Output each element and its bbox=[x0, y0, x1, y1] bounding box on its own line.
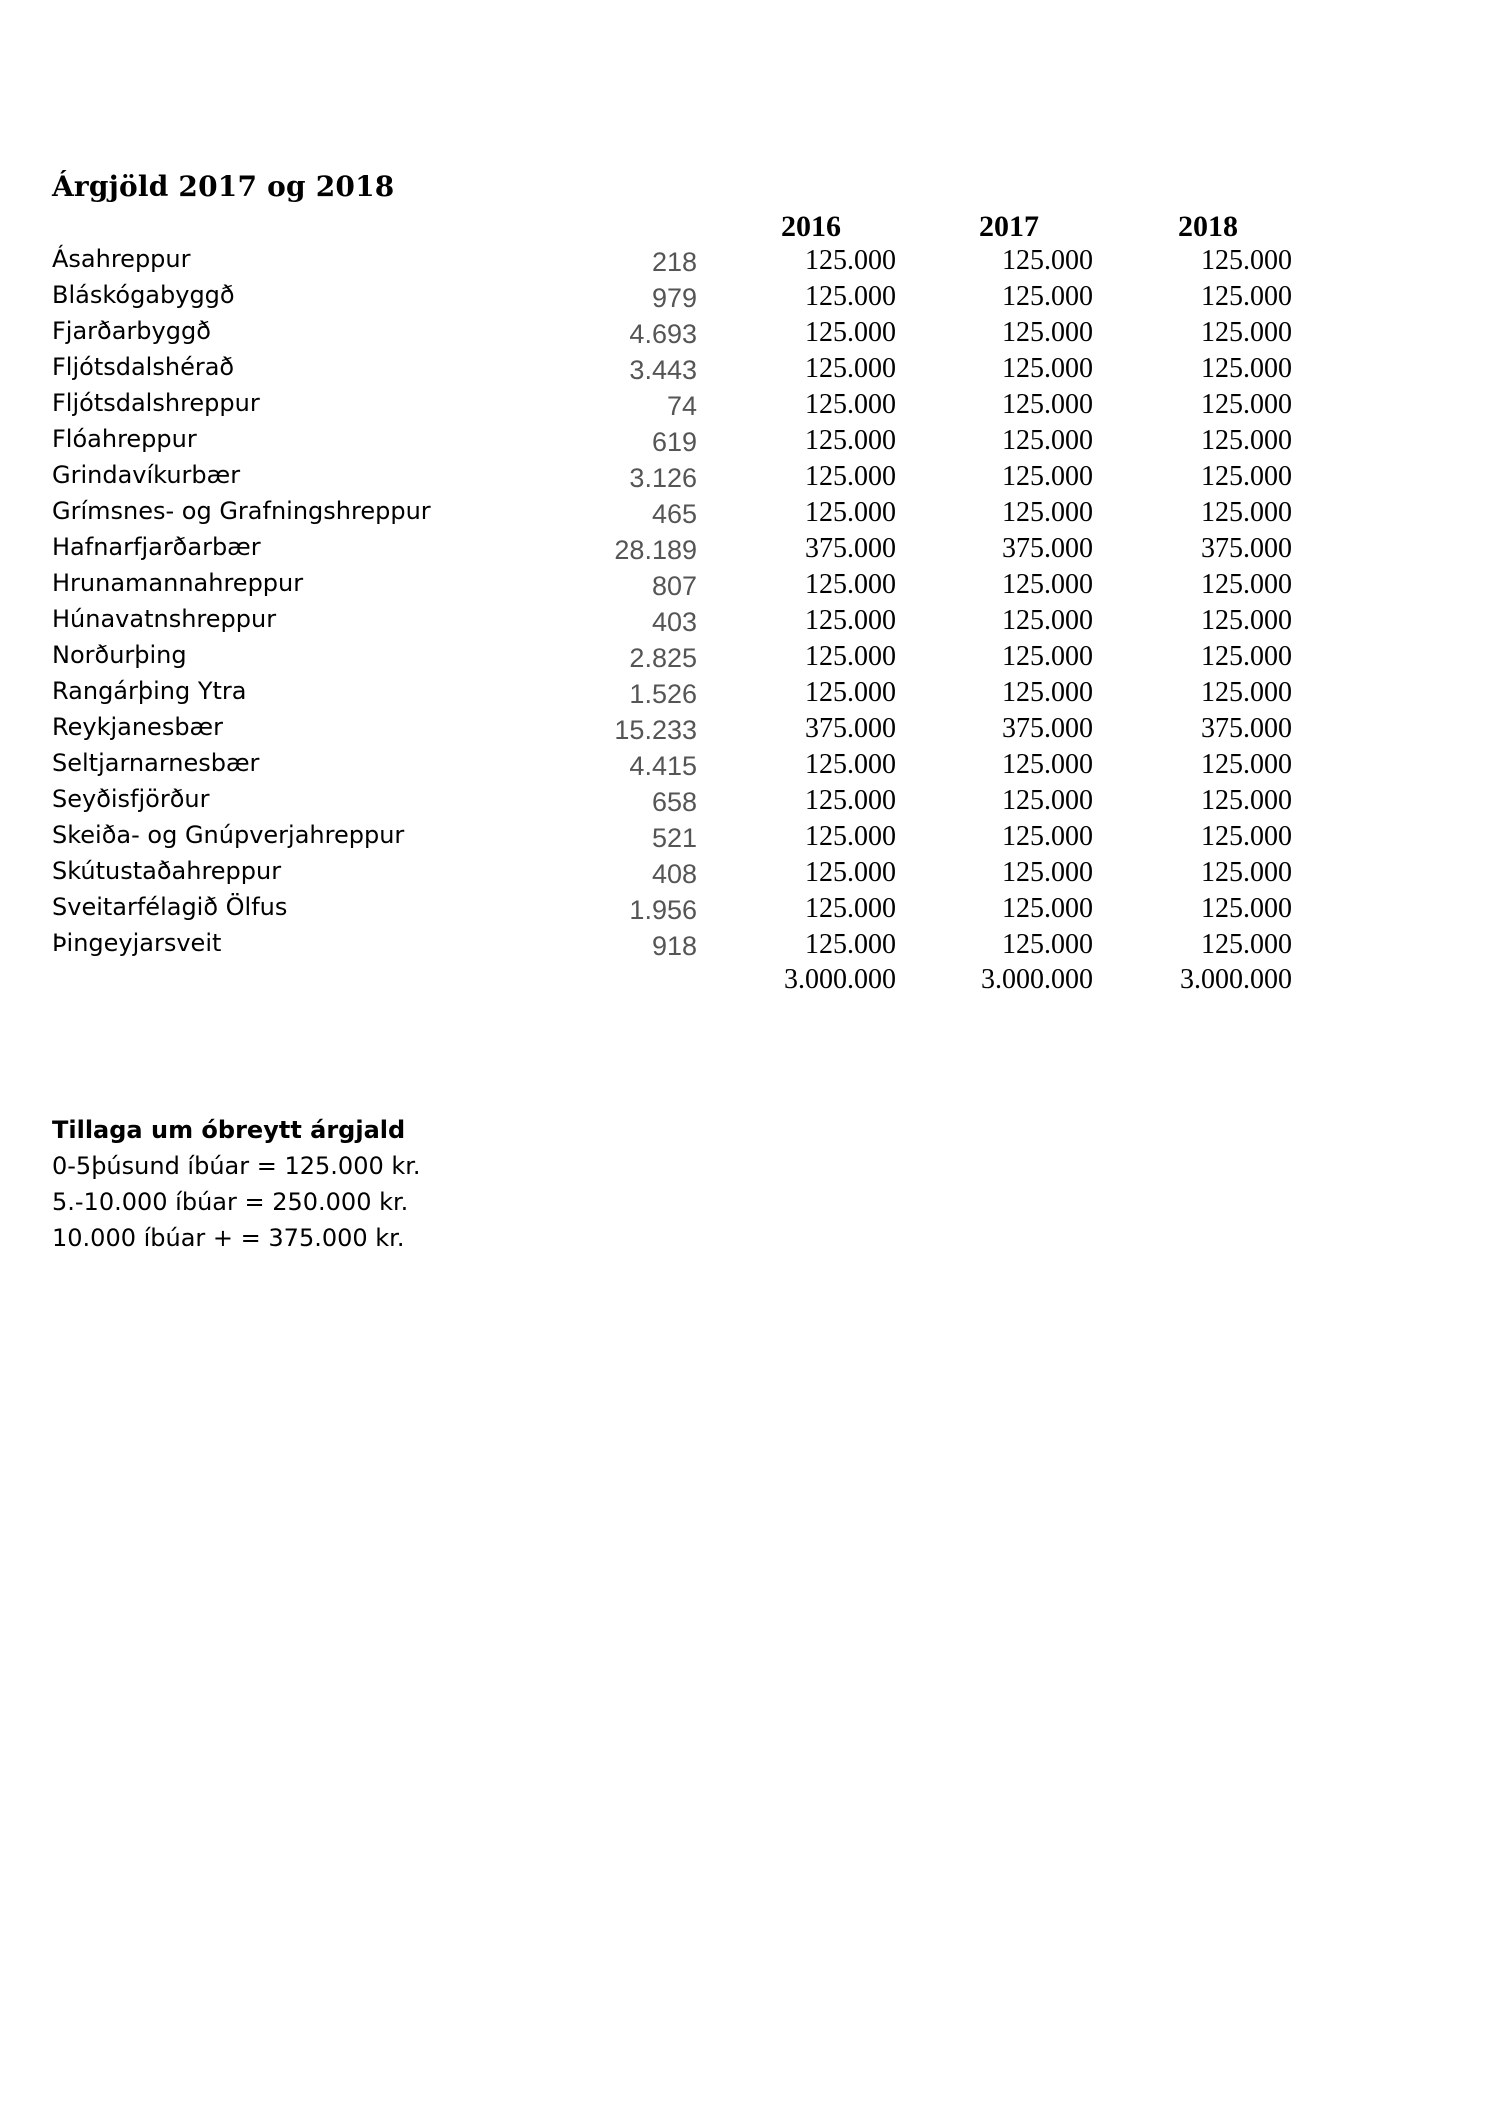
municipality-name: Bláskógabyggð bbox=[52, 281, 235, 309]
fee-2017: 375.000 bbox=[1002, 713, 1093, 744]
population-value: 74 bbox=[666, 391, 697, 421]
municipality-name: Fjarðarbyggð bbox=[52, 317, 211, 345]
municipality-name: Reykjanesbær bbox=[52, 713, 223, 741]
table-row bbox=[0, 821, 1500, 857]
fee-2016: 375.000 bbox=[805, 713, 896, 744]
municipality-name: Seyðisfjörður bbox=[52, 785, 210, 813]
proposal-line: 0-5þúsund íbúar = 125.000 kr. bbox=[52, 1152, 421, 1180]
fee-2018: 125.000 bbox=[1201, 497, 1292, 528]
population-value: 619 bbox=[651, 427, 697, 457]
year-header-2016: 2016 bbox=[781, 210, 841, 243]
table-row bbox=[0, 893, 1500, 929]
population-value: 4.693 bbox=[629, 319, 697, 349]
fee-2017: 125.000 bbox=[1002, 497, 1093, 528]
fee-2017: 125.000 bbox=[1002, 353, 1093, 384]
totals-row bbox=[0, 964, 1500, 1000]
fee-2016: 125.000 bbox=[805, 641, 896, 672]
total-2018: 3.000.000 bbox=[1180, 964, 1292, 995]
table-row bbox=[0, 713, 1500, 749]
population-value: 658 bbox=[651, 787, 697, 817]
fee-2016: 125.000 bbox=[805, 677, 896, 708]
table-row bbox=[0, 785, 1500, 821]
fee-2018: 125.000 bbox=[1201, 605, 1292, 636]
fee-2017: 125.000 bbox=[1002, 245, 1093, 276]
fee-2018: 125.000 bbox=[1201, 281, 1292, 312]
fee-2018: 125.000 bbox=[1201, 893, 1292, 924]
municipality-name: Sveitarfélagið Ölfus bbox=[52, 893, 288, 921]
fee-2017: 125.000 bbox=[1002, 785, 1093, 816]
population-value: 218 bbox=[651, 247, 697, 277]
municipality-name: Grímsnes- og Grafningshreppur bbox=[52, 497, 431, 525]
fee-2016: 125.000 bbox=[805, 353, 896, 384]
table-row bbox=[0, 677, 1500, 713]
table-row bbox=[0, 749, 1500, 785]
fee-2017: 125.000 bbox=[1002, 281, 1093, 312]
fee-2016: 125.000 bbox=[805, 749, 896, 780]
fee-2016: 125.000 bbox=[805, 461, 896, 492]
population-value: 1.526 bbox=[629, 679, 697, 709]
municipality-name: Rangárþing Ytra bbox=[52, 677, 247, 705]
document-title: Árgjöld 2017 og 2018 bbox=[52, 170, 395, 203]
table-row bbox=[0, 605, 1500, 641]
fee-2016: 125.000 bbox=[805, 569, 896, 600]
table-row bbox=[0, 641, 1500, 677]
table-row bbox=[0, 533, 1500, 569]
municipality-name: Skútustaðahreppur bbox=[52, 857, 282, 885]
population-value: 15.233 bbox=[614, 715, 697, 745]
total-2017: 3.000.000 bbox=[981, 964, 1093, 995]
fee-2018: 125.000 bbox=[1201, 353, 1292, 384]
fee-2018: 125.000 bbox=[1201, 857, 1292, 888]
fee-2016: 125.000 bbox=[805, 245, 896, 276]
municipality-name: Seltjarnarnesbær bbox=[52, 749, 260, 777]
population-value: 918 bbox=[651, 931, 697, 961]
table-row bbox=[0, 857, 1500, 893]
population-value: 3.126 bbox=[629, 463, 697, 493]
fee-2016: 375.000 bbox=[805, 533, 896, 564]
table-row bbox=[0, 389, 1500, 425]
fee-2018: 125.000 bbox=[1201, 317, 1292, 348]
fee-2018: 125.000 bbox=[1201, 425, 1292, 456]
fee-2016: 125.000 bbox=[805, 317, 896, 348]
fee-2017: 125.000 bbox=[1002, 641, 1093, 672]
fee-2017: 125.000 bbox=[1002, 677, 1093, 708]
total-2016: 3.000.000 bbox=[784, 964, 896, 995]
fee-2017: 125.000 bbox=[1002, 461, 1093, 492]
fee-2018: 375.000 bbox=[1201, 713, 1292, 744]
table-row bbox=[0, 461, 1500, 497]
population-value: 28.189 bbox=[614, 535, 697, 565]
fee-2018: 375.000 bbox=[1201, 533, 1292, 564]
fee-2017: 125.000 bbox=[1002, 857, 1093, 888]
fee-2017: 125.000 bbox=[1002, 317, 1093, 348]
fee-2016: 125.000 bbox=[805, 497, 896, 528]
fee-2017: 125.000 bbox=[1002, 749, 1093, 780]
fee-2017: 125.000 bbox=[1002, 425, 1093, 456]
fee-2018: 125.000 bbox=[1201, 821, 1292, 852]
table-row bbox=[0, 317, 1500, 353]
population-value: 979 bbox=[651, 283, 697, 313]
population-value: 807 bbox=[651, 571, 697, 601]
fee-2017: 125.000 bbox=[1002, 569, 1093, 600]
fee-2018: 125.000 bbox=[1201, 245, 1292, 276]
fee-2017: 125.000 bbox=[1002, 821, 1093, 852]
fee-2017: 125.000 bbox=[1002, 605, 1093, 636]
fee-2016: 125.000 bbox=[805, 857, 896, 888]
municipality-name: Fljótsdalshreppur bbox=[52, 389, 260, 417]
population-value: 1.956 bbox=[629, 895, 697, 925]
fee-2018: 125.000 bbox=[1201, 749, 1292, 780]
municipality-name: Hafnarfjarðarbær bbox=[52, 533, 261, 561]
fee-2016: 125.000 bbox=[805, 821, 896, 852]
proposal-line: 5.-10.000 íbúar = 250.000 kr. bbox=[52, 1188, 409, 1216]
year-header-2017: 2017 bbox=[979, 210, 1039, 243]
municipality-name: Flóahreppur bbox=[52, 425, 197, 453]
municipality-name: Grindavíkurbær bbox=[52, 461, 241, 489]
fee-2018: 125.000 bbox=[1201, 641, 1292, 672]
fee-2016: 125.000 bbox=[805, 389, 896, 420]
municipality-name: Húnavatnshreppur bbox=[52, 605, 277, 633]
municipality-name: Skeiða- og Gnúpverjahreppur bbox=[52, 821, 405, 849]
fee-2016: 125.000 bbox=[805, 425, 896, 456]
fee-2018: 125.000 bbox=[1201, 677, 1292, 708]
municipality-name: Norðurþing bbox=[52, 641, 187, 669]
municipality-name: Þingeyjarsveit bbox=[52, 929, 222, 957]
proposal-section bbox=[52, 1112, 421, 1256]
fee-2016: 125.000 bbox=[805, 929, 896, 960]
proposal-line: 10.000 íbúar + = 375.000 kr. bbox=[52, 1224, 405, 1252]
population-value: 521 bbox=[651, 823, 697, 853]
fee-2017: 125.000 bbox=[1002, 893, 1093, 924]
municipality-name: Hrunamannahreppur bbox=[52, 569, 304, 597]
proposal-heading: Tillaga um óbreytt árgjald bbox=[52, 1116, 406, 1144]
fee-2018: 125.000 bbox=[1201, 785, 1292, 816]
population-value: 403 bbox=[651, 607, 697, 637]
table-row bbox=[0, 569, 1500, 605]
fee-2017: 125.000 bbox=[1002, 929, 1093, 960]
fee-2016: 125.000 bbox=[805, 281, 896, 312]
population-value: 465 bbox=[651, 499, 697, 529]
table-row bbox=[0, 497, 1500, 533]
fee-2018: 125.000 bbox=[1201, 569, 1292, 600]
fee-2017: 375.000 bbox=[1002, 533, 1093, 564]
population-value: 2.825 bbox=[629, 643, 697, 673]
municipality-name: Ásahreppur bbox=[52, 245, 191, 273]
fee-2016: 125.000 bbox=[805, 785, 896, 816]
fee-2018: 125.000 bbox=[1201, 929, 1292, 960]
fee-2016: 125.000 bbox=[805, 893, 896, 924]
fee-2018: 125.000 bbox=[1201, 461, 1292, 492]
population-value: 3.443 bbox=[629, 355, 697, 385]
table-row bbox=[0, 281, 1500, 317]
table-row bbox=[0, 425, 1500, 461]
table-row bbox=[0, 353, 1500, 389]
table-row bbox=[0, 245, 1500, 281]
year-header-2018: 2018 bbox=[1178, 210, 1238, 243]
population-value: 408 bbox=[651, 859, 697, 889]
municipality-name: Fljótsdalshérað bbox=[52, 353, 235, 381]
fee-2018: 125.000 bbox=[1201, 389, 1292, 420]
population-value: 4.415 bbox=[629, 751, 697, 781]
table-row bbox=[0, 929, 1500, 965]
fee-2016: 125.000 bbox=[805, 605, 896, 636]
fee-2017: 125.000 bbox=[1002, 389, 1093, 420]
